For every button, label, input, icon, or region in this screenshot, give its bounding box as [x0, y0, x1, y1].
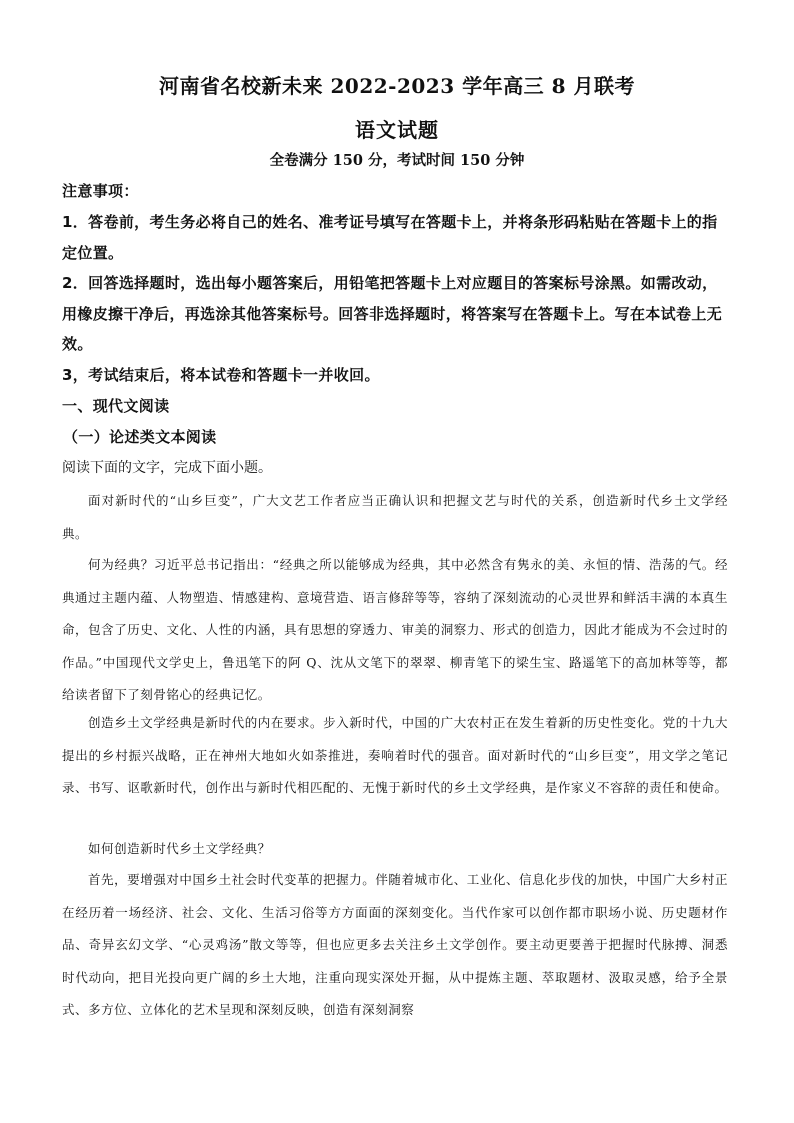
passage-paragraph: 如何创造新时代乡土文学经典？	[88, 841, 271, 856]
passage-paragraph: 何为经典？习近平总书记指出：“经典之所以能够成为经典，其中必然含有隽永的美、永恒的情、浩荡的气。经典通过主题内蕴、人物塑造、情感建构、意境营造、语言修辞等等，容纳了深刻流动的心灵世界和鲜活丰满的本真生命，包含了历史、文化、人性的内涵，具有思想的穿透力、审美的洞察力、形式的创造力，因此才能成为不会过时的作品。”中国现代文学史上，鲁迅笔下的阿 Q、沈从文笔下的翠翠、柳青笔下的梁生宝、路遥笔下的高加林等等，都给读者留下了刻骨铭心的经典记忆。	[62, 557, 728, 702]
section-heading: 一、现代文阅读	[62, 397, 170, 415]
notice-heading: 注意事项：	[62, 182, 139, 200]
notice-item: 3，考试结束后，将本试卷和答题卡一并收回。	[62, 366, 380, 384]
passage-paragraph: 创造乡土文学经典是新时代的内在要求。步入新时代，中国的广大农村正在发生着新的历史性变化。党的十九大提出的乡村振兴战略，正在神州大地如火如荼推进，奏响着时代的强音。面对新时代的“山乡巨变”，用文学之笔记录、书写、讴歌新时代，创作出与新时代相匹配的、无愧于新时代的乡土文学经典，是作家义不容辞的责任和使命。	[62, 715, 728, 795]
reading-instruction: 阅读下面的文字，完成下面小题。	[62, 460, 272, 476]
passage-paragraph: 首先，要增强对中国乡土社会时代变革的把握力。伴随着城市化、工业化、信息化步伐的加快，中国广大乡村正在经历着一场经济、社会、文化、生活习俗等方方面面的深刻变化。当代作家可以创作都市职场小说、历史题材作品、奇异玄幻文学、“心灵鸡汤”散文等等，但也应更多去关注乡土文学创作。要主动更要善于把握时代脉搏、洞悉时代动向，把目光投向更广阔的乡土大地，注重向现实深处开掘，从中提炼主题、萃取题材、汲取灵感，给予全景式、多方位、立体化的艺术呈现和深刻反映，创造有深刻洞察	[62, 872, 728, 1017]
passage-paragraph: 面对新时代的“山乡巨变”，广大文艺工作者应当正确认识和把握文艺与时代的关系，创造新时代乡土文学经典。	[62, 493, 728, 541]
exam-info: 全卷满分 150 分，考试时间 150 分钟	[269, 152, 525, 169]
subsection-heading: （一）论述类文本阅读	[63, 428, 217, 446]
exam-title: 河南省名校新未来 2022-2023 学年高三 8 月联考	[159, 74, 635, 98]
notice-item: 2．回答选择题时，选出每小题答案后，用铅笔把答题卡上对应题目的答案标号涂黑。如需改动，用橡皮擦干净后，再选涂其他答案标号。回答非选择题时，将答案写在答题卡上。写在本试卷上无效。	[62, 274, 723, 353]
notice-item: 1．答卷前，考生务必将自己的姓名、准考证号填写在答题卡上，并将条形码粘贴在答题卡上的指定位置。	[62, 213, 718, 262]
subject-title: 语文试题	[355, 118, 439, 142]
